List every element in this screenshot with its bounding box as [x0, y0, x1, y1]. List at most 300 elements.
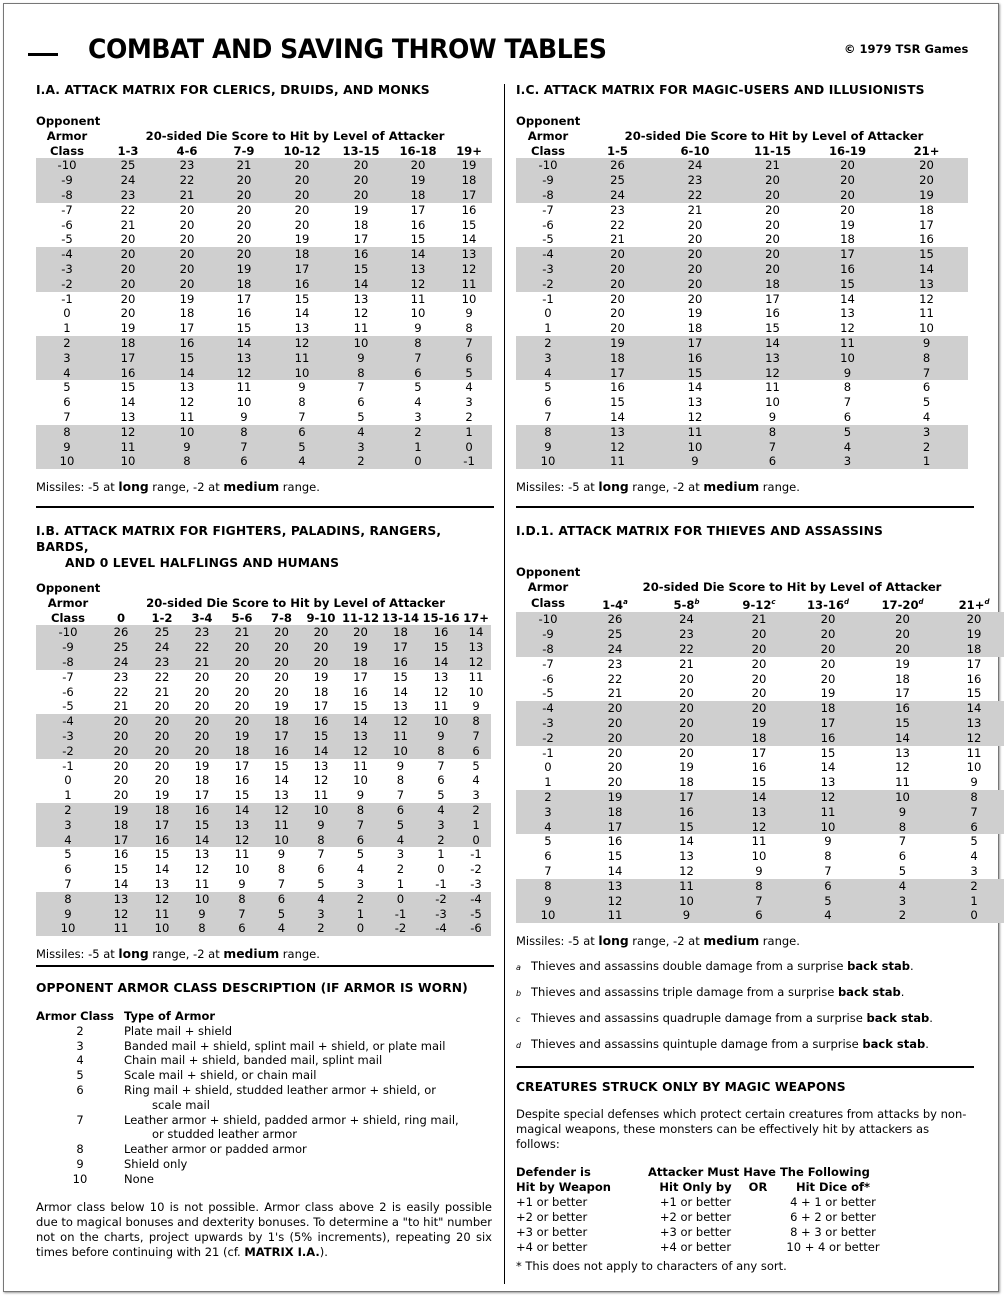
score-cell: 14: [393, 684, 408, 699]
matrix-row: [36, 833, 491, 848]
score-cell: 7: [885, 366, 968, 381]
score-cell: 20: [679, 686, 694, 701]
score-cell: 20: [723, 701, 795, 716]
armor-class-cell: -5: [542, 686, 554, 701]
score-cell: 20: [795, 627, 861, 642]
matrix-row: [36, 729, 491, 744]
armor-type-text: Plate mail + shield: [124, 1023, 233, 1038]
score-cell: 4: [922, 409, 931, 424]
score-cell: 12: [735, 366, 810, 381]
score-cell: 11: [100, 921, 142, 936]
note-text: Thieves and assassins quadruple damage from a surprise: [531, 1011, 867, 1026]
score-cell: 18: [390, 188, 446, 203]
score-cell: 9: [885, 336, 968, 351]
armor-class-cell: -5: [61, 232, 73, 247]
missiles-emphasis: long: [118, 947, 149, 962]
header-opponent: Opponent: [36, 114, 101, 128]
score-cell: 6: [272, 425, 332, 440]
header-hit-dice: Hit Dice of*: [795, 1180, 871, 1194]
score-cell: 16: [410, 217, 426, 232]
matrix-row: [516, 746, 1004, 761]
missiles-text: range.: [279, 947, 320, 962]
score-cell: 20: [810, 188, 885, 203]
score-cell: 14: [679, 834, 694, 849]
score-cell: 9: [472, 699, 480, 714]
note-end: .: [909, 959, 914, 974]
matrix-row: [36, 351, 492, 366]
score-cell: 5: [317, 876, 325, 891]
section-title: OPPONENT ARMOR CLASS DESCRIPTION (IF ARMOR IS WORN): [36, 981, 468, 995]
missiles-note: [36, 480, 491, 494]
score-cell: 16: [607, 834, 623, 849]
score-cell: 14: [182, 833, 222, 848]
score-cell: -1: [435, 876, 447, 891]
score-cell: 11: [433, 699, 449, 714]
score-cell: 20: [723, 642, 795, 657]
score-cell: 17: [142, 818, 182, 833]
score-cell: 20: [795, 612, 861, 627]
score-cell: 21: [679, 656, 694, 671]
armor-class-cell: 10: [36, 454, 98, 469]
note-mark: a: [516, 963, 521, 973]
header-row-columns: [36, 611, 491, 626]
footnote-mark: d: [918, 597, 924, 606]
header-die-score: 20-sided Die Score to Hit by Level of Attacker: [624, 128, 924, 143]
score-cell: 16: [353, 684, 368, 699]
score-cell: 5: [922, 395, 931, 410]
column-header: 1-4$^a$: [602, 597, 628, 612]
score-cell: 17: [650, 790, 723, 805]
score-cell: 9: [158, 440, 216, 455]
or-spacer: [743, 1225, 773, 1240]
armor-class-cell: -3: [36, 729, 100, 744]
score-cell: 20: [262, 655, 301, 670]
armor-class-cell: 6: [544, 395, 552, 410]
armor-class-cell: 3: [36, 351, 98, 366]
score-cell: 12: [446, 262, 492, 277]
backstab-note: [516, 1032, 972, 1058]
score-cell: 20: [274, 684, 289, 699]
score-cell: 16: [301, 714, 341, 729]
matrix-row: [36, 247, 492, 262]
armor-type-continued: or studded leather armor: [152, 1127, 297, 1142]
armor-class-cell: -5: [62, 699, 74, 714]
score-cell: 20: [272, 188, 332, 203]
header-opponent: Opponent: [516, 565, 581, 579]
matrix-row: [36, 336, 492, 351]
footnote-mark: b: [694, 597, 700, 606]
armor-class-cell: -10: [516, 158, 580, 173]
score-cell: 16: [234, 773, 250, 788]
score-cell: 23: [650, 627, 723, 642]
score-cell: 23: [607, 656, 623, 671]
matrix-row: [36, 907, 491, 922]
score-cell: 20: [234, 669, 250, 684]
score-cell: 17: [751, 745, 767, 760]
matrix-row: [36, 640, 491, 655]
missiles-note: [516, 934, 972, 948]
score-cell: 20: [765, 202, 780, 217]
matrix-row: [516, 894, 1004, 909]
score-cell: 25: [98, 158, 158, 173]
score-cell: 3: [414, 409, 422, 424]
matrix-row: [36, 321, 492, 336]
score-cell: 14: [301, 744, 341, 759]
score-cell: 10: [158, 425, 216, 440]
score-cell: 20: [236, 217, 252, 232]
score-cell: 7: [298, 409, 306, 424]
score-cell: 6: [390, 366, 446, 381]
score-cell: 23: [158, 158, 216, 173]
score-cell: 19: [723, 716, 795, 731]
armor-class-cell: 4: [516, 366, 580, 381]
armor-type-text: Leather armor + shield, padded armor + shield, ring mail,: [124, 1112, 459, 1127]
score-cell: 12: [390, 277, 446, 292]
score-cell: 13: [446, 247, 492, 262]
score-cell: 12: [353, 306, 369, 321]
score-cell: 21: [735, 158, 810, 173]
section-rule: [36, 965, 494, 967]
score-cell: 17: [919, 217, 934, 232]
score-cell: 25: [580, 173, 655, 188]
score-cell: 6: [461, 744, 491, 759]
title-line-2: AND 0 LEVEL HALFLINGS AND HUMANS: [65, 556, 340, 570]
matrix-row: [516, 247, 968, 262]
magic-header-1: [516, 1165, 972, 1180]
armor-class-cell: 7: [544, 863, 552, 878]
score-cell: 6: [898, 849, 907, 864]
matrix-row: [36, 203, 492, 218]
score-cell: 0: [446, 440, 492, 455]
score-cell: 8: [885, 351, 968, 366]
score-cell: 11: [795, 805, 861, 820]
armor-class-value: 4: [76, 1053, 84, 1068]
score-cell: 24: [100, 655, 142, 670]
score-cell: 20: [751, 656, 767, 671]
matrix-row: [516, 336, 968, 351]
score-cell: 3: [885, 425, 968, 440]
score-cell: 12: [723, 820, 795, 835]
score-cell: 5: [380, 818, 421, 833]
score-cell: 8: [723, 879, 795, 894]
score-cell: 16: [650, 805, 723, 820]
footnote-mark: d: [844, 597, 850, 606]
score-cell: 14: [607, 863, 623, 878]
armor-class-cell: -7: [542, 656, 554, 671]
score-cell: 17: [795, 716, 861, 731]
score-cell: 9: [810, 366, 885, 381]
score-cell: 12: [461, 655, 491, 670]
armor-class-cell: -5: [542, 232, 554, 247]
matrix-row: [516, 158, 968, 173]
armor-row: [36, 1083, 492, 1113]
armor-class-cell: 7: [64, 876, 72, 891]
matrix-row: [36, 158, 492, 173]
matrix-row: [36, 655, 491, 670]
backstab-note: [516, 1006, 972, 1032]
score-cell: 5: [795, 894, 861, 909]
score-cell: 18: [216, 277, 272, 292]
missiles-text: range.: [759, 480, 800, 495]
or-spacer: [743, 1195, 773, 1210]
header-armor: Armor: [527, 128, 569, 143]
armor-class-cell: -10: [36, 158, 98, 173]
score-cell: 12: [216, 366, 272, 381]
score-cell: 20: [262, 625, 301, 640]
score-cell: 9: [356, 788, 365, 803]
missiles-note: [516, 480, 972, 494]
missiles-emphasis: long: [598, 934, 629, 949]
score-cell: 19: [679, 760, 694, 775]
missiles-emphasis: medium: [703, 934, 760, 949]
armor-class-value: 5: [76, 1068, 84, 1083]
score-cell: 4: [421, 803, 461, 818]
score-cell: 13: [580, 425, 655, 440]
score-cell: 10: [421, 714, 461, 729]
missiles-text: range, -2 at: [628, 934, 704, 949]
column-header: Class: [530, 143, 566, 158]
armor-class-cell: -8: [36, 188, 98, 203]
armor-class-cell: -8: [516, 642, 580, 657]
score-cell: 24: [580, 188, 655, 203]
score-cell: 19: [100, 803, 142, 818]
score-cell: 16: [919, 232, 934, 247]
section-title: I.C. ATTACK MATRIX FOR MAGIC-USERS AND ILLUSIONISTS: [516, 83, 925, 97]
score-cell: 8: [944, 790, 1004, 805]
matrix-row: [516, 864, 1004, 879]
score-cell: 16: [113, 847, 129, 862]
column-header: 17+: [463, 610, 489, 625]
score-cell: 10: [380, 744, 421, 759]
armor-class-cell: -4: [36, 247, 98, 262]
score-cell: 6: [341, 833, 380, 848]
note-end: .: [900, 985, 905, 1000]
score-cell: 20: [655, 262, 735, 277]
armor-class-cell: -2: [516, 731, 580, 746]
score-cell: 2: [421, 833, 461, 848]
score-cell: 20: [885, 158, 968, 173]
matrix-ib: [36, 581, 492, 936]
note-mark: c: [516, 1015, 521, 1025]
armor-table: [36, 1009, 492, 1187]
score-cell: 18: [687, 321, 703, 336]
armor-class-value: 10: [72, 1171, 88, 1186]
section-rule: [36, 506, 494, 508]
score-cell: 0: [461, 833, 491, 848]
page: [3, 3, 999, 1292]
armor-type-continued: scale mail: [152, 1097, 210, 1112]
score-cell: 12: [98, 425, 158, 440]
matrix-row: [516, 790, 1004, 805]
score-cell: 15: [113, 862, 129, 877]
matrix-row: [516, 440, 968, 455]
magic-rows: [516, 1195, 972, 1255]
armor-class-cell: -4: [36, 714, 100, 729]
score-cell: 4: [356, 862, 365, 877]
score-cell: 13: [679, 849, 694, 864]
armor-paragraph: [36, 1200, 492, 1260]
matrix-row: [516, 351, 968, 366]
paragraph-text: Armor class below 10 is not possible. Armor class above 2 is easily possible due to magical bonuses and dexterity bonuses. To determine a "to hit" number not on the charts, project upwards by 1's (5% increments), repeating 20 six times before continuing with 21 (cf.: [36, 1199, 492, 1259]
missiles-text: Missiles: -5 at: [516, 480, 599, 495]
backstab-note: [516, 980, 972, 1006]
score-cell: 20: [182, 729, 222, 744]
matrix-row: [516, 395, 968, 410]
score-cell: 20: [222, 655, 262, 670]
score-cell: 6: [723, 908, 795, 923]
score-cell: 15: [861, 716, 944, 731]
score-cell: 14: [222, 803, 262, 818]
matrix-row: [36, 366, 492, 381]
score-cell: 0: [390, 454, 446, 469]
column-header: 7-8: [271, 610, 292, 625]
attack-matrix-table: [36, 114, 492, 469]
armor-class-cell: -6: [542, 671, 554, 686]
armor-type-text: Chain mail + shield, banded mail, splint mail: [124, 1053, 383, 1068]
score-cell: 3: [861, 894, 944, 909]
score-cell: 17: [194, 788, 210, 803]
armor-row: [36, 1068, 492, 1083]
score-cell: 15: [885, 247, 968, 262]
score-cell: 19: [194, 758, 210, 773]
matrix-row: [516, 820, 1004, 835]
score-cell: 14: [610, 409, 625, 424]
score-cell: 6: [216, 454, 272, 469]
score-cell: 12: [895, 760, 910, 775]
score-cell: 20: [390, 158, 446, 173]
score-cell: 8: [182, 921, 222, 936]
matrix-ic: [516, 114, 972, 469]
score-cell: 9: [240, 409, 248, 424]
matrix-row: [36, 410, 492, 425]
score-cell: 21: [154, 684, 170, 699]
score-cell: 1: [885, 454, 968, 469]
note-emphasis: back stab: [866, 1011, 930, 1026]
score-cell: 8: [298, 395, 306, 410]
matrix-row: [516, 657, 1004, 672]
score-cell: 17: [966, 656, 982, 671]
armor-class-cell: 1: [544, 775, 552, 790]
header-row-opponent: [36, 114, 492, 129]
attack-matrix-table: [516, 565, 1004, 923]
column-header: 1-3: [117, 143, 139, 158]
score-cell: 13: [154, 876, 170, 891]
score-cell: 21: [113, 699, 129, 714]
matrix-row: [516, 366, 968, 381]
column-header: 13-14: [381, 610, 420, 625]
score-cell: 15: [966, 686, 982, 701]
matrix-row: [36, 773, 491, 788]
header-opponent: Opponent: [516, 114, 581, 128]
score-cell: 13: [461, 640, 491, 655]
armor-class-cell: 3: [36, 818, 100, 833]
score-cell: 14: [885, 262, 968, 277]
score-cell: 13: [216, 351, 272, 366]
footnote-mark: c: [771, 597, 776, 606]
score-cell: 18: [723, 731, 795, 746]
armor-type-text: Scale mail + shield, or chain mail: [124, 1068, 317, 1083]
armor-class-cell: 5: [544, 834, 552, 849]
score-cell: 17: [313, 699, 329, 714]
score-cell: 3: [810, 454, 885, 469]
score-cell: 18: [944, 642, 1004, 657]
matrix-row: [516, 908, 1004, 923]
score-cell: 10: [810, 351, 885, 366]
score-cell: 11: [810, 336, 885, 351]
score-cell: 2: [332, 454, 390, 469]
score-cell: 22: [158, 173, 216, 188]
armor-type: [124, 1039, 484, 1054]
score-cell: 15: [154, 847, 170, 862]
armor-type-text: Shield only: [124, 1156, 188, 1171]
score-cell: 14: [341, 714, 380, 729]
score-cell: 15: [294, 291, 310, 306]
score-cell: 4: [380, 833, 421, 848]
column-header: 5-6: [231, 610, 253, 625]
score-cell: 17: [380, 640, 421, 655]
score-cell: 20: [655, 277, 735, 292]
score-cell: 13: [274, 788, 289, 803]
missiles-text: Missiles: -5 at: [516, 934, 599, 949]
score-cell: 20: [332, 173, 390, 188]
matrix-row: [516, 262, 968, 277]
missiles-text: range.: [279, 480, 320, 495]
score-cell: 20: [765, 217, 780, 232]
score-cell: 20: [294, 217, 310, 232]
score-cell: 24: [98, 173, 158, 188]
score-cell: 19: [120, 321, 136, 336]
matrix-row: [516, 306, 968, 321]
score-cell: 20: [179, 202, 195, 217]
matrix-row: [516, 775, 1004, 790]
score-cell: 12: [380, 714, 421, 729]
matrix-row: [516, 849, 1004, 864]
score-cell: 19: [222, 729, 262, 744]
score-cell: 21: [222, 625, 262, 640]
score-cell: 16: [795, 731, 861, 746]
score-cell: 3: [396, 847, 405, 862]
score-cell: 10: [301, 803, 341, 818]
armor-type: [124, 1113, 484, 1143]
armor-class-cell: 3: [516, 351, 580, 366]
header-row-columns: [36, 144, 492, 159]
score-cell: 20: [580, 277, 655, 292]
score-cell: 17: [810, 247, 885, 262]
score-cell: 1: [437, 847, 445, 862]
score-cell: 19: [313, 669, 329, 684]
header-hit-by-weapon: Hit by Weapon: [516, 1180, 611, 1194]
score-cell: 17: [98, 351, 158, 366]
score-cell: 3: [421, 818, 461, 833]
copyright: © 1979 TSR Games: [844, 42, 969, 56]
score-cell: 19: [353, 202, 369, 217]
armor-class-cell: 6: [63, 395, 71, 410]
score-cell: 20: [610, 306, 625, 321]
armor-class-cell: -1: [542, 291, 554, 306]
score-cell: 6: [944, 820, 1004, 835]
score-cell: 16: [810, 262, 885, 277]
score-cell: 14: [861, 731, 944, 746]
score-cell: 20: [650, 731, 723, 746]
score-cell: 24: [650, 612, 723, 627]
matrix-row: [516, 321, 968, 336]
score-cell: 20: [154, 773, 170, 788]
column-header: 19+: [456, 143, 482, 158]
backstab-notes: [516, 954, 972, 1058]
missiles-emphasis: long: [118, 480, 149, 495]
score-cell: 2: [944, 879, 1004, 894]
column-header: 3-4: [191, 610, 213, 625]
